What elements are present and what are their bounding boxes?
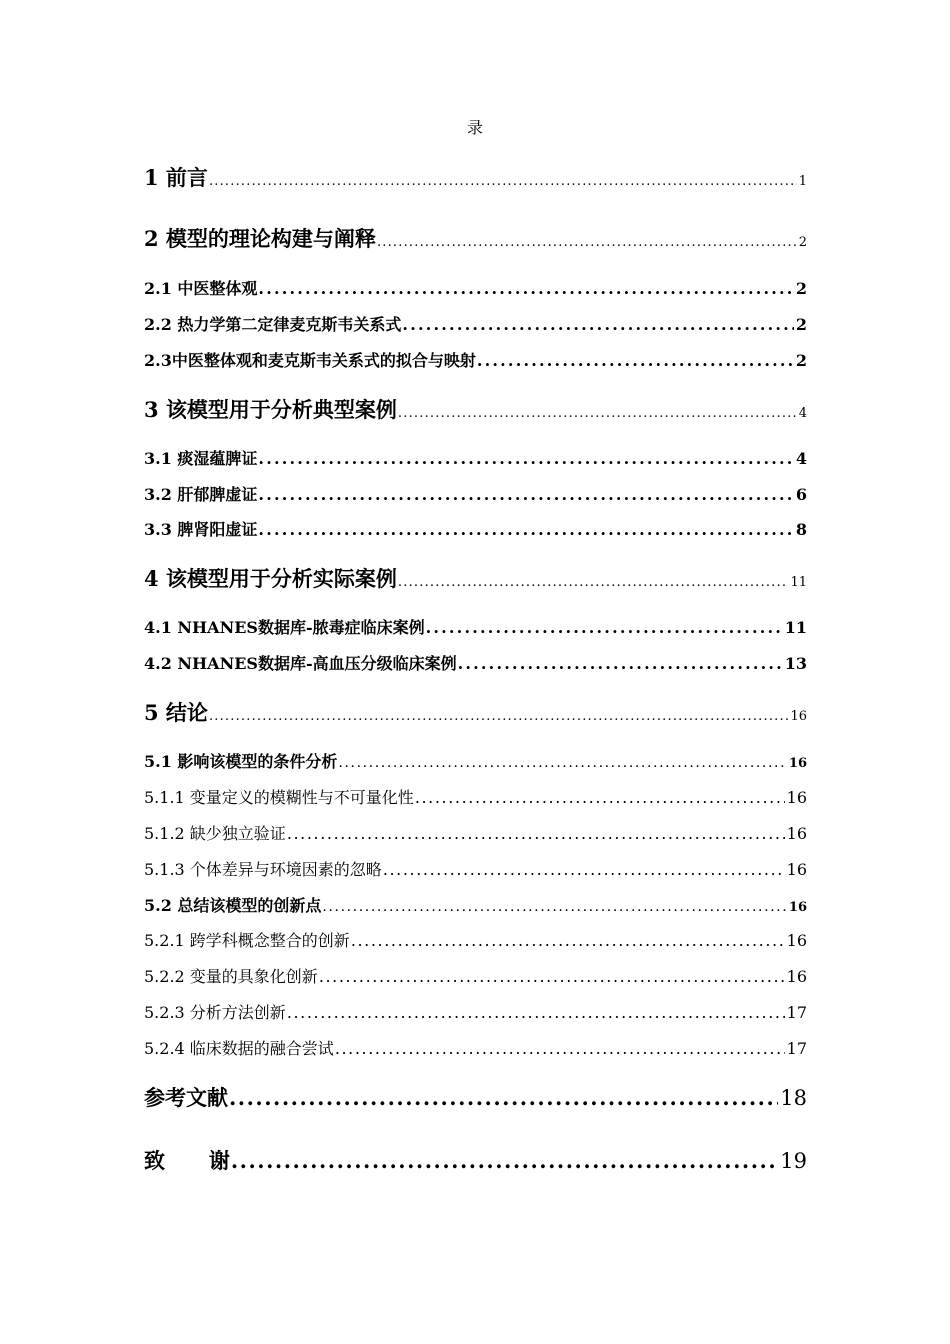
toc-entry-label: 参考文献	[144, 1085, 228, 1110]
dot-leader	[415, 786, 785, 810]
toc-entry-page: 16	[790, 709, 807, 724]
toc-entry-references[interactable]	[144, 1082, 807, 1114]
dot-leader	[398, 568, 789, 594]
toc-entry-2-2[interactable]	[144, 313, 807, 337]
toc-entry-label: 3.3 脾肾阳虚证	[144, 520, 258, 539]
toc-entry-label: 4 该模型用于分析实际案例	[144, 566, 397, 591]
toc-entry-page: 1	[798, 174, 807, 189]
dot-leader	[477, 349, 794, 373]
toc-entry-page: 2	[795, 279, 807, 298]
toc-entry-label: 2 模型的理论构建与阐释	[144, 226, 376, 251]
toc-entry-page: 2	[795, 315, 807, 334]
dot-leader	[383, 858, 785, 882]
toc-entry-5-1-1[interactable]	[144, 786, 807, 810]
toc-entry-label: 3 该模型用于分析典型案例	[144, 397, 397, 422]
dot-leader	[338, 751, 786, 774]
toc-entry-2[interactable]	[144, 224, 807, 254]
toc-entry-2-3[interactable]	[144, 349, 807, 373]
toc-entry-label: 2.2 热力学第二定律麦克斯韦关系式	[144, 315, 402, 334]
dot-leader	[377, 228, 797, 254]
dot-leader	[258, 518, 793, 542]
toc-entry-5-1[interactable]	[144, 750, 807, 774]
dot-leader	[458, 652, 783, 676]
dot-leader	[209, 167, 797, 193]
toc-entry-label: 5.2.2 变量的具象化创新	[144, 967, 318, 986]
toc-entry-page: 11	[784, 618, 807, 637]
toc-entry-5-2[interactable]	[144, 894, 807, 918]
toc-entry-page: 17	[786, 1003, 807, 1022]
toc-entry-4[interactable]	[144, 564, 807, 594]
toc-entry-page: 16	[786, 931, 807, 950]
toc-entry-5-2-1[interactable]	[144, 929, 807, 953]
dot-leader	[398, 399, 797, 425]
toc-entry-page: 16	[788, 756, 807, 771]
toc-entry-acknowledgements[interactable]	[144, 1145, 807, 1177]
toc-entry-label: 4.1 NHANES数据库-脓毒症临床案例	[144, 618, 425, 637]
toc-entry-5-2-3[interactable]	[144, 1001, 807, 1025]
toc-entry-label: 3.2 肝郁脾虚证	[144, 485, 258, 504]
toc-entry-page: 19	[780, 1149, 807, 1173]
toc-entry-3[interactable]	[144, 395, 807, 425]
toc-entry-page: 18	[780, 1086, 807, 1110]
dot-leader	[402, 313, 793, 337]
toc-entry-page: 4	[795, 449, 807, 468]
toc-entry-4-2[interactable]	[144, 652, 807, 676]
toc-entry-label: 5.2.1 跨学科概念整合的创新	[144, 931, 350, 950]
dot-leader	[335, 1037, 785, 1061]
toc-entry-3-3[interactable]	[144, 518, 807, 542]
toc-entry-page: 4	[798, 406, 807, 421]
toc-entry-label: 致 谢	[144, 1148, 230, 1173]
dot-leader	[351, 929, 785, 953]
dot-leader	[258, 483, 793, 507]
toc-title: 录	[466, 118, 483, 137]
toc-entry-label: 2.3中医整体观和麦克斯韦关系式的拟合与映射	[144, 351, 476, 370]
toc-entry-page: 16	[786, 824, 807, 843]
toc-entry-page: 16	[786, 788, 807, 807]
toc-entry-label: 5.2.3 分析方法创新	[144, 1003, 286, 1022]
toc-entry-page: 6	[795, 485, 807, 504]
toc-entry-label: 5.1 影响该模型的条件分析	[144, 752, 338, 771]
toc-entry-page: 11	[790, 575, 807, 590]
dot-leader	[287, 822, 785, 846]
toc-entry-page: 17	[786, 1039, 807, 1058]
toc-entry-page: 16	[786, 860, 807, 879]
toc-entry-label: 4.2 NHANES数据库-高血压分级临床案例	[144, 654, 457, 673]
toc-entry-5-2-2[interactable]	[144, 965, 807, 989]
toc-entry-label: 5.1.3 个体差异与环境因素的忽略	[144, 860, 382, 879]
toc-entry-5-1-3[interactable]	[144, 858, 807, 882]
dot-leader	[209, 702, 789, 728]
dot-leader	[322, 895, 786, 918]
toc-entry-page: 8	[795, 520, 807, 539]
toc-entry-label: 5.2.4 临床数据的融合尝试	[144, 1039, 334, 1058]
toc-entry-label: 5 结论	[144, 700, 208, 725]
dot-leader	[287, 1001, 785, 1025]
toc-entry-3-2[interactable]	[144, 483, 807, 507]
dot-leader	[319, 965, 785, 989]
toc-entry-5[interactable]	[144, 698, 807, 728]
toc-entry-label: 5.1.2 缺少独立验证	[144, 824, 286, 843]
toc-entry-4-1[interactable]	[144, 616, 807, 640]
dot-leader	[231, 1145, 778, 1177]
toc-entry-page: 2	[795, 351, 807, 370]
toc-entry-5-1-2[interactable]	[144, 822, 807, 846]
toc-entry-1[interactable]	[144, 163, 807, 193]
toc-entry-3-1[interactable]	[144, 447, 807, 471]
dot-leader	[229, 1082, 778, 1114]
toc-entry-label: 5.1.1 变量定义的模糊性与不可量化性	[144, 788, 414, 807]
toc-entry-page: 2	[798, 235, 807, 250]
toc-entry-page: 13	[784, 654, 807, 673]
dot-leader	[258, 277, 793, 301]
toc-entry-2-1[interactable]	[144, 277, 807, 301]
toc-entry-page: 16	[786, 967, 807, 986]
dot-leader	[426, 616, 783, 640]
toc-entry-page: 16	[788, 900, 807, 915]
toc-entry-5-2-4[interactable]	[144, 1037, 807, 1061]
dot-leader	[258, 447, 793, 471]
toc-entry-label: 5.2 总结该模型的创新点	[144, 896, 322, 915]
toc-entry-label: 1 前言	[144, 165, 208, 190]
toc-entry-label: 2.1 中医整体观	[144, 279, 258, 298]
toc-entry-label: 3.1 痰湿蕴脾证	[144, 449, 258, 468]
